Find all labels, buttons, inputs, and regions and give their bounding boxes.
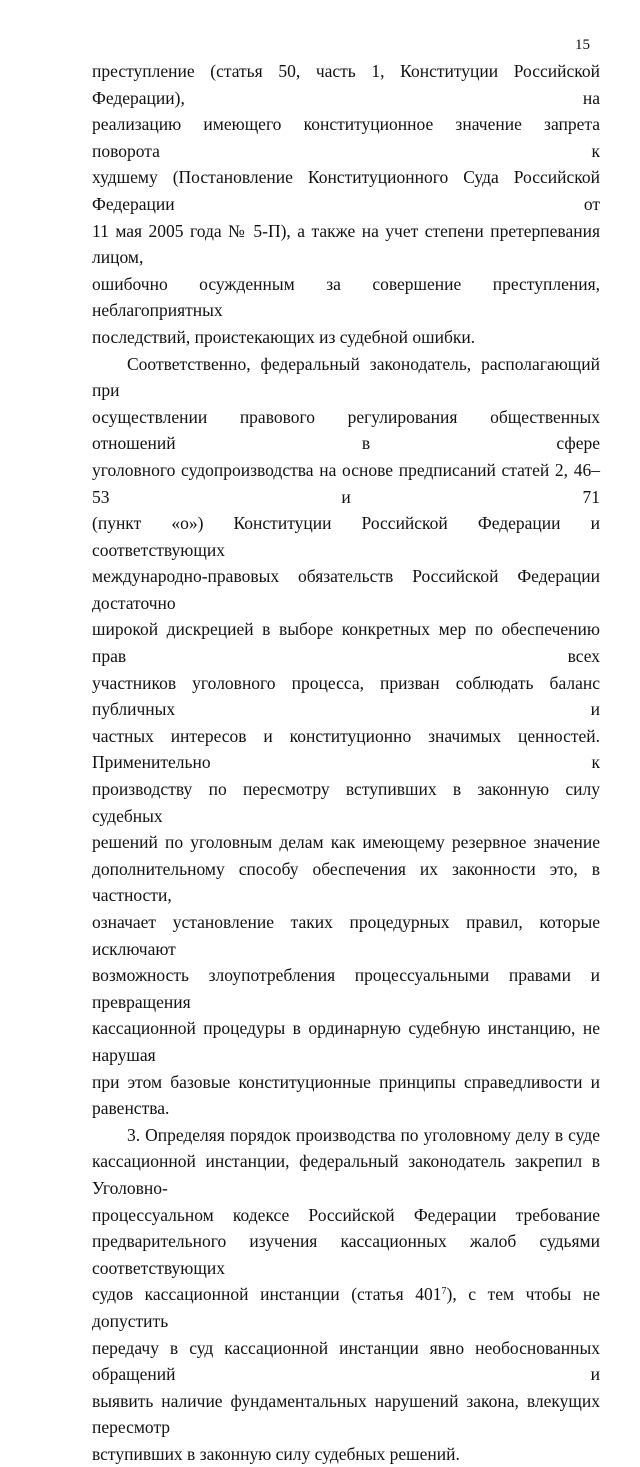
text-line: уголовного судопроизводства на основе предписаний статей 2, 46–53 и 71 xyxy=(92,459,600,507)
text-line: дополнительному способу обеспечения их законности это, в частности, xyxy=(92,858,600,906)
text-line: передачу в суд кассационной инстанции явно необоснованных обращений и xyxy=(92,1337,600,1385)
paragraph-2 xyxy=(92,351,600,404)
text-fragment: ), с тем чтобы не допустить xyxy=(92,1284,600,1331)
text-line: предварительного изучения кассационных жалоб судьями соответствующих xyxy=(92,1231,600,1278)
paragraph-1 xyxy=(92,58,600,324)
text-line: 11 мая 2005 года № 5-П), а также на учет степени претерпевания лицом, xyxy=(92,220,600,268)
text-line-with-superscript xyxy=(92,1281,600,1334)
text-line: реализацию имеющего конституционное значение запрета поворота к xyxy=(92,114,600,161)
paragraph-3-body xyxy=(92,1148,600,1441)
text-line: означает установление таких процедурных правил, которые исключают xyxy=(92,912,600,959)
text-line: решений по уголовным делам как имеющему резервное значение xyxy=(92,832,600,853)
text-fragment: судов кассационной инстанции (статья 401 xyxy=(92,1284,442,1305)
text-line: 3. Определяя порядок производства по уголовному делу в суде xyxy=(127,1124,600,1145)
paragraph-3-end xyxy=(92,1441,600,1467)
text-line: процессуальном кодексе Российской Федерации требование xyxy=(92,1204,600,1225)
text-line: при этом базовые конституционные принципы справедливости и равенства. xyxy=(92,1071,600,1119)
text-line: (пункт «о») Конституции Российской Федерации и соответствующих xyxy=(92,513,600,560)
text-line: вступивших в законную силу судебных решений. xyxy=(92,1443,460,1464)
paragraph-2-body xyxy=(92,404,600,1069)
text-line: возможность злоупотребления процессуальными правами и превращения xyxy=(92,965,600,1012)
paragraph-3 xyxy=(92,1122,600,1149)
text-line: широкой дискрецией в выборе конкретных мер по обеспечению прав всех xyxy=(92,619,600,667)
text-line: частных интересов и конституционно значимых ценностей. Применительно к xyxy=(92,725,600,773)
text-line: выявить наличие фундаментальных нарушений закона, влекущих пересмотр xyxy=(92,1390,600,1438)
document-body xyxy=(92,58,600,1467)
text-line: кассационной процедуры в ординарную судебную инстанцию, не нарушая xyxy=(92,1018,600,1065)
paragraph-1-end xyxy=(92,324,600,351)
paragraph-2-end xyxy=(92,1069,600,1122)
page-number: 15 xyxy=(575,37,590,53)
text-line: преступление (статья 50, часть 1, Конституции Российской Федерации), на xyxy=(92,61,600,108)
text-line: последствий, проистекающих из судебной ошибки. xyxy=(92,326,476,347)
superscript: 7 xyxy=(441,1286,447,1298)
text-line: ошибочно осужденным за совершение преступления, неблагоприятных xyxy=(92,273,600,321)
text-line: международно-правовых обязательств Российской Федерации достаточно xyxy=(92,566,600,613)
text-line: производству по пересмотру вступивших в законную силу судебных xyxy=(92,779,600,826)
text-line: кассационной инстанции, федеральный законодатель закрепил в Уголовно- xyxy=(92,1151,600,1198)
text-line: участников уголовного процесса, призван соблюдать баланс публичных и xyxy=(92,672,600,720)
text-line: осуществлении правового регулирования общественных отношений в сфере xyxy=(92,406,600,454)
text-line: Соответственно, федеральный законодатель, располагающий при xyxy=(92,353,600,401)
text-line: худшему (Постановление Конституционного Суда Российской Федерации от xyxy=(92,167,600,214)
